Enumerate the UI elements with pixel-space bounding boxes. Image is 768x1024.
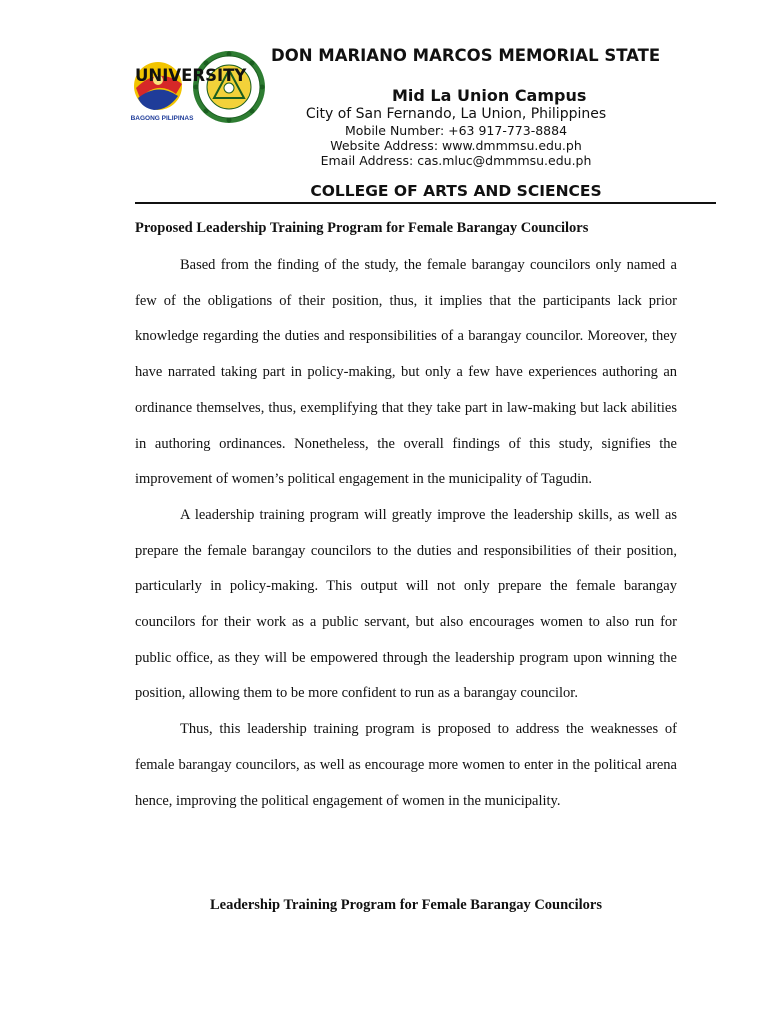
bagong-pilipinas-label: BAGONG PILIPINAS: [130, 115, 194, 122]
website-address: Website Address: www.dmmmsu.edu.ph: [330, 138, 582, 153]
email-address: Email Address: cas.mluc@dmmmsu.edu.ph: [320, 153, 592, 168]
university-name-line2: UNIVERSITY: [135, 66, 247, 85]
section-subtitle: Leadership Training Program for Female Barangay Councilors: [209, 897, 603, 913]
body-paragraph: A leadership training program will greatly improve the leadership skills, as well as prepare the female barangay councilors to the duties and responsibilities of their position, particularly in policy-making. This output will not only prepare the female barangay councilors for their work as a public servant, but also encourages women to also run for public office, as they will be empowered through the leadership program upon winning the position, allowing them to be more confident to run as a barangay councilor.: [135, 506, 677, 702]
document-title: Proposed Leadership Training Program for Female Barangay Councilors: [135, 220, 589, 236]
university-name-line1: DON MARIANO MARCOS MEMORIAL STATE: [271, 46, 661, 65]
campus-city: City of San Fernando, La Union, Philippines: [305, 106, 607, 122]
body-paragraph: Thus, this leadership training program is proposed to address the weaknesses of female barangay councilors, as well as encourage more women to enter in the political arena hence, improving the political engagement of women in the municipality.: [135, 721, 677, 809]
document-body: [135, 218, 677, 819]
campus-name: Mid La Union Campus: [392, 86, 587, 105]
header-divider: [135, 202, 716, 204]
mobile-number: Mobile Number: +63 917-773-8884: [344, 123, 568, 138]
body-paragraph: Based from the finding of the study, the female barangay councilors only named a few of the obligations of their position, thus, it implies that the participants lack prior knowledge regarding the duties and responsibilities of a barangay councilor. Moreover, they have narrated taking part in policy-making, but only a few have experiences authoring an ordinance themselves, thus, exemplifying that they take part in law-making but lack abilities in authoring ordinances. Nonetheless, the overall findings of this study, signifies the improvement of women’s political engagement in the municipality of Tagudin.: [135, 257, 677, 488]
college-name: COLLEGE OF ARTS AND SCIENCES: [310, 182, 602, 200]
